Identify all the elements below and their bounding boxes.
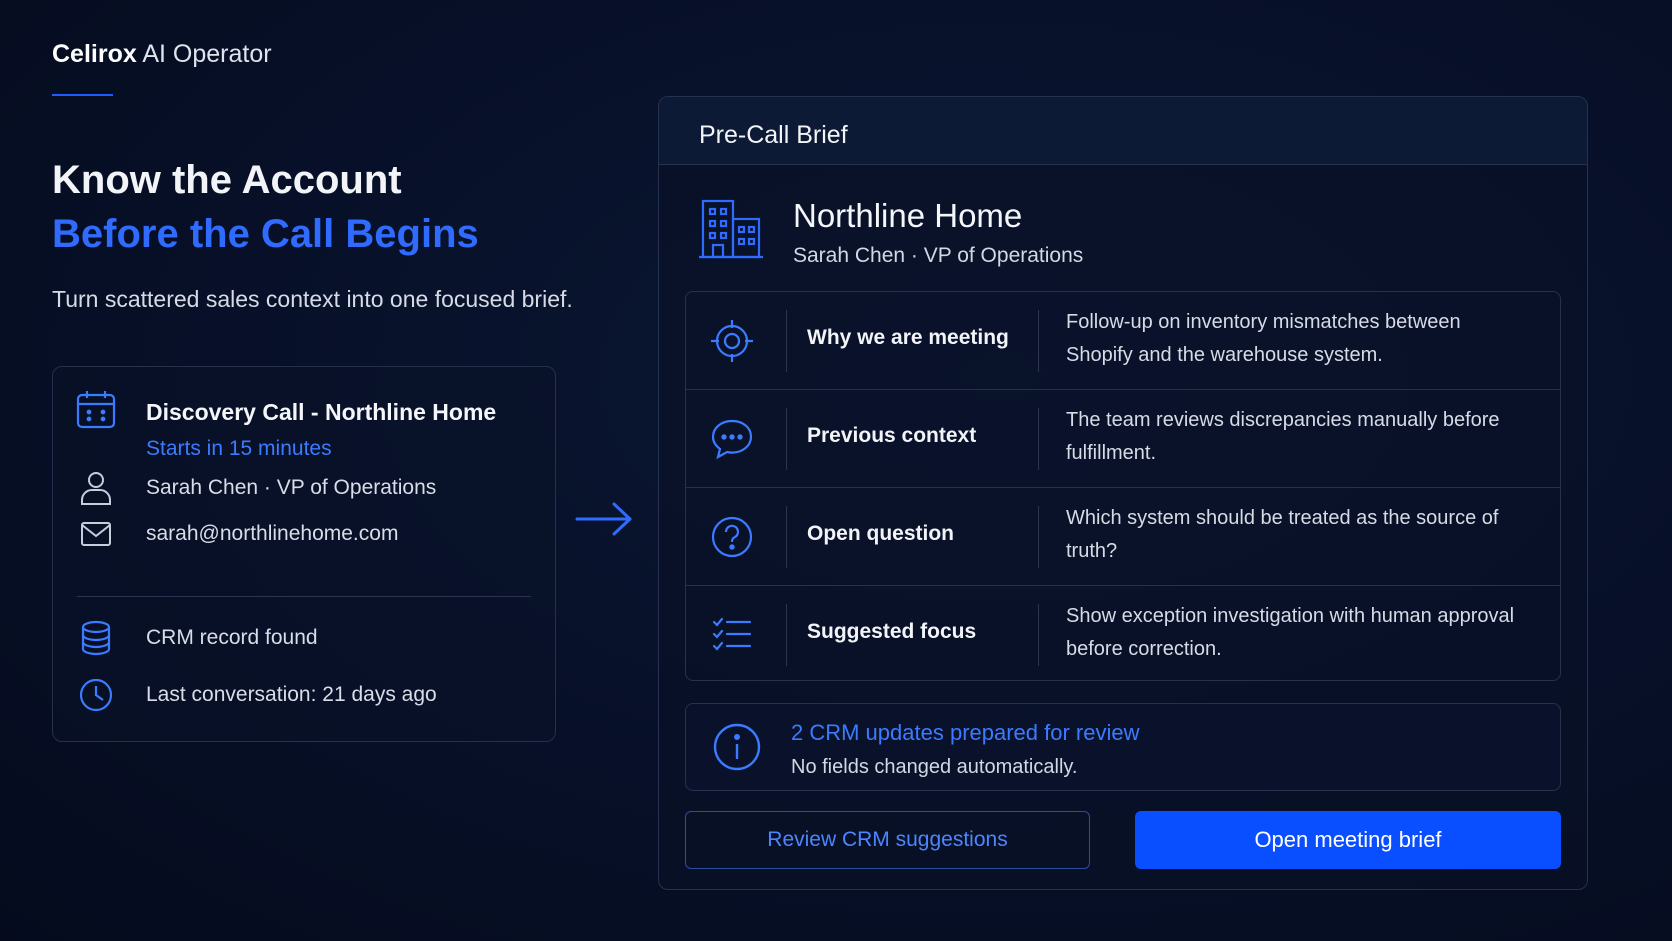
row-text: Which system should be treated as the source of truth? [1066,507,1499,562]
info-title: 2 CRM updates prepared for review [791,720,1140,745]
crm-status: CRM record found [146,626,318,649]
brand-title [52,40,272,69]
contact-email[interactable]: sarah@northlinehome.com [146,522,399,545]
row-text: Follow-up on inventory mismatches between Shopify and the warehouse system. [1066,311,1461,366]
checklist-icon [710,613,754,657]
hero-heading-accent: Before the Call Begins [52,212,479,256]
brief-row-focus [686,586,1560,681]
row-divider [786,604,787,666]
row-text: The team reviews discrepancies manually before fulfillment. [1066,409,1500,464]
brand-name: Celirox [52,40,137,68]
brief-row-why [686,292,1560,390]
row-label: Why we are meeting [807,326,1009,349]
card-divider [77,596,531,597]
row-divider [786,506,787,568]
hero-subtitle: Turn scattered sales context into one focused brief. [52,286,573,312]
info-icon [712,722,762,777]
brief-row-question [686,488,1560,586]
contact-name: Sarah Chen · VP of Operations [146,476,437,499]
brand-underline [52,94,113,96]
building-icon [699,197,763,264]
review-crm-suggestions-button[interactable]: Review CRM suggestions [685,811,1090,869]
clock-icon [75,674,117,716]
account-contact: Sarah Chen · VP of Operations [793,244,1084,267]
question-icon [710,515,754,559]
brief-row-previous [686,390,1560,488]
row-divider [1038,310,1039,372]
row-divider [1038,408,1039,470]
open-meeting-brief-button[interactable]: Open meeting brief [1135,811,1561,869]
crm-info-banner [685,703,1561,791]
row-label: Previous context [807,424,977,447]
row-divider [786,310,787,372]
calendar-icon [75,389,117,431]
pre-call-brief-panel [658,96,1588,890]
row-label: Suggested focus [807,620,977,643]
call-title: Discovery Call - Northline Home [146,399,497,425]
target-icon [710,319,754,363]
mail-icon [75,513,117,555]
call-card [52,366,556,742]
person-icon [75,467,117,509]
account-name: Northline Home [793,197,1023,234]
row-divider [786,408,787,470]
row-label: Open question [807,522,954,545]
arrow-right-icon [574,500,634,543]
row-divider [1038,506,1039,568]
chat-bubble-icon [710,417,754,461]
info-subtitle: No fields changed automatically. [791,756,1078,778]
row-text: Show exception investigation with human approval before correction. [1066,605,1515,660]
brief-table [685,291,1561,681]
panel-title: Pre-Call Brief [659,97,1587,165]
hero-heading: Know the Account [52,158,402,202]
last-conversation: Last conversation: 21 days ago [146,683,437,706]
row-divider [1038,604,1039,666]
brand-product: AI Operator [142,40,272,68]
database-icon [75,617,117,659]
call-start-time: Starts in 15 minutes [146,437,332,460]
